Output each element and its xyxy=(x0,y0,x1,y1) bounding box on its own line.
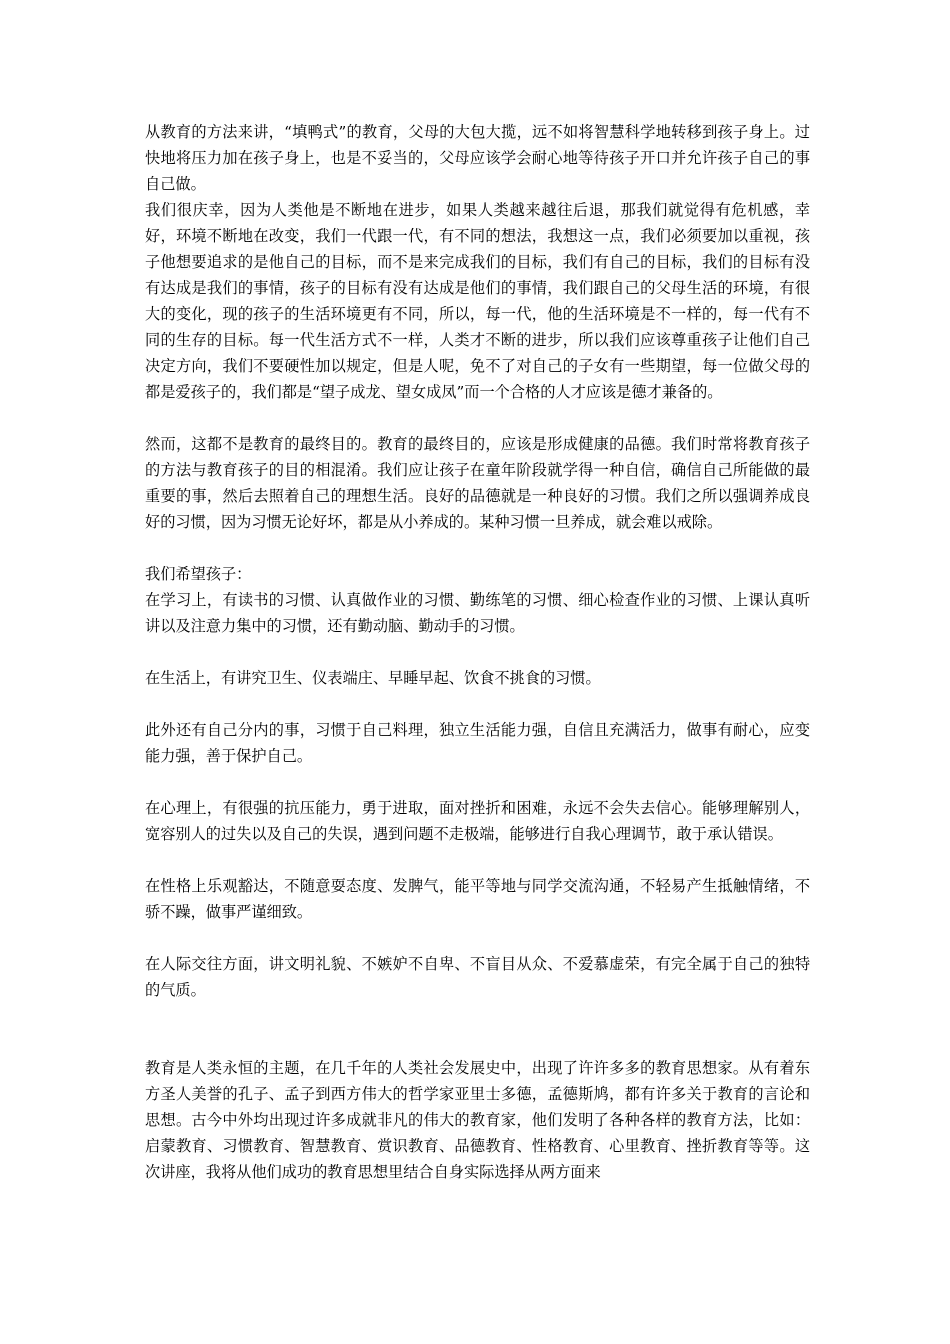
paragraph-psychology: 在心理上，有很强的抗压能力，勇于进取，面对挫折和困难，永远不会失去信心。能够理解别人，宽容别人的过失以及自己的失误，遇到问题不走极端，能够进行自我心理调节，敢于承认错误。 xyxy=(145,799,810,843)
paragraph-spacer xyxy=(145,1003,810,1055)
paragraph-spacer xyxy=(145,405,810,431)
paragraph-study-habits: 在学习上，有读书的习惯、认真做作业的习惯、勤练笔的习惯、细心检查作业的习惯、上课认真听讲以及注意力集中的习惯，还有勤动脑、勤动手的习惯。 xyxy=(145,591,810,635)
paragraph-spacer xyxy=(145,769,810,795)
paragraph-self-care: 此外还有自己分内的事，习惯于自己料理，独立生活能力强，自信且充满活力，做事有耐心，应变能力强，善于保护自己。 xyxy=(145,721,810,765)
paragraph-spacer xyxy=(145,847,810,873)
paragraph-spacer xyxy=(145,925,810,951)
paragraph-ultimate-goal: 然而，这都不是教育的最终目的。教育的最终目的，应该是形成健康的品德。我们时常将教育孩子的方法与教育孩子的目的相混淆。我们应让孩子在童年阶段就学得一种自信，确信自己所能做的最重要的事，然后去照着自己的理想生活。良好的品德就是一种良好的习惯。我们之所以强调养成良好的习惯，因为习惯无论好坏，都是从小养成的。某种习惯一旦养成，就会难以戒除。 xyxy=(145,435,810,531)
paragraph-life-habits: 在生活上，有讲究卫生、仪表端庄、早睡早起、饮食不挑食的习惯。 xyxy=(145,669,601,687)
paragraph-spacer xyxy=(145,535,810,561)
paragraph-human-progress: 我们很庆幸，因为人类他是不断地在进步，如果人类越来越往后退，那我们就觉得有危机感，幸好，环境不断地在改变，我们一代跟一代，有不同的想法，我想这一点，我们必须要加以重视，孩子他想要追求的是他自己的目标，而不是来完成我们的目标，我们有自己的目标，我们的目标有没有达成是我们的事情，孩子的目标有没有达成是他们的事情，我们跟自己的父母生活的环境，有很大的变化，现的孩子的生活环境更有不同，所以，每一代，他的生活环境是不一样的，每一代有不同的生存的目标。每一代生活方式不一样，人类才不断的进步，所以我们应该尊重孩子让他们自己决定方向，我们不要硬性加以规定，但是人呢，免不了对自己的子女有一些期望，每一位做父母的都是爱孩子的，我们都是“望子成龙、望女成凤”而一个合格的人才应该是德才兼备的。 xyxy=(145,201,810,401)
paragraph-education-theme: 教育是人类永恒的主题，在几千年的人类社会发展史中，出现了许许多多的教育思想家。从有着东方圣人美誉的孔子、孟子到西方伟大的哲学家亚里士多德，孟德斯鸠，都有许多关于教育的言论和思想。古今中外均出现过许多成就非凡的伟大的教育家，他们发明了各种各样的教育方法，比如：启蒙教育、习惯教育、智慧教育、赏识教育、品德教育、性格教育、心里教育、挫折教育等等。这次讲座，我将从他们成功的教育思想里结合自身实际选择从两方面来 xyxy=(145,1059,810,1181)
paragraph-we-hope: 我们希望孩子： xyxy=(145,565,252,583)
paragraph-spacer xyxy=(145,639,810,665)
paragraph-personality: 在性格上乐观豁达，不随意耍态度、发脾气，能平等地与同学交流沟通，不轻易产生抵触情绪，不骄不躁，做事严谨细致。 xyxy=(145,877,810,921)
document-body xyxy=(145,119,810,1185)
paragraph-social: 在人际交往方面，讲文明礼貌、不嫉妒不自卑、不盲目从众、不爱慕虚荣，有完全属于自己的独特的气质。 xyxy=(145,955,810,999)
paragraph-teaching-method: 从教育的方法来讲，“填鸭式”的教育，父母的大包大揽，远不如将智慧科学地转移到孩子身上。过快地将压力加在孩子身上，也是不妥当的，父母应该学会耐心地等待孩子开口并允许孩子自己的事自己做。 xyxy=(145,123,810,193)
paragraph-spacer xyxy=(145,691,810,717)
